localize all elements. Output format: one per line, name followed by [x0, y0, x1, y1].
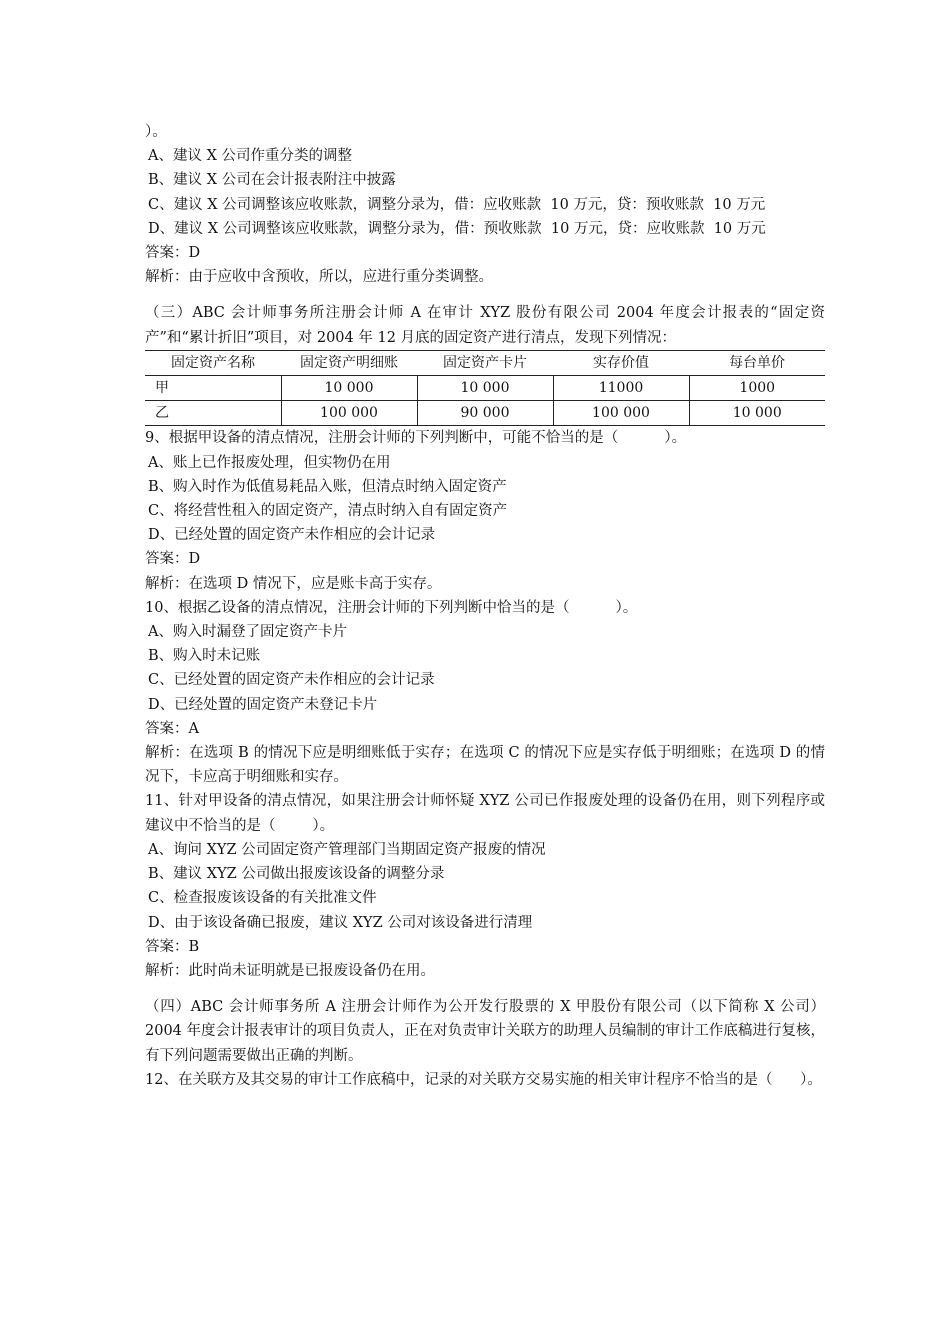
option-b: B、建议 XYZ 公司做出报废该设备的调整分录 — [148, 866, 445, 883]
table-header-row — [145, 350, 825, 375]
answer: 答案：B — [145, 938, 200, 955]
spacer — [145, 289, 825, 301]
question-9-stem: 9、根据甲设备的清点情况，注册会计师的下列判断中，可能不恰当的是（ ）。 — [145, 430, 687, 447]
table-cell: 10 000 — [689, 401, 825, 426]
table-header: 固定资产明细账 — [281, 350, 417, 375]
option-c: C、将经营性租入的固定资产，清点时纳入自有固定资产 — [148, 503, 508, 520]
table-header: 实存价值 — [553, 350, 689, 375]
table-row — [145, 376, 825, 401]
table-cell: 乙 — [145, 401, 281, 426]
answer: 答案：A — [145, 720, 199, 737]
document-page — [145, 120, 825, 1092]
option-b: B、建议 X 公司在会计报表附注中披露 — [148, 172, 396, 189]
table-cell: 10 000 — [281, 376, 417, 401]
option-a: A、购入时漏登了固定资产卡片 — [148, 624, 347, 641]
option-a: A、询问 XYZ 公司固定资产管理部门当期固定资产报废的情况 — [148, 841, 546, 858]
option-a: A、建议 X 公司作重分类的调整 — [148, 148, 353, 165]
option-c: C、已经处置的固定资产未作相应的会计记录 — [148, 672, 435, 689]
question-12-stem: 12、在关联方及其交易的审计工作底稿中，记录的对关联方交易实施的相关审计程序不恰当的是（ ）。 — [145, 1071, 822, 1088]
question-11-stem: 11、针对甲设备的清点情况，如果注册会计师怀疑 XYZ 公司已作报废处理的设备仍在用，则下列程序或建议中不恰当的是（ ）。 — [145, 793, 825, 834]
analysis: 解析：由于应收中含预收，所以，应进行重分类调整。 — [145, 269, 493, 286]
table-row — [145, 401, 825, 426]
spacer — [145, 983, 825, 995]
section-3-intro: （三）ABC 会计师事务所注册会计师 A 在审计 XYZ 股份有限公司 2004 年度会计报表的“固定资产”和“累计折旧”项目，对 2004 年 12 月底的固定资产进行清点，发现下列情况： — [145, 305, 825, 346]
analysis: 解析：在选项 B 的情况下应是明细账低于实存；在选项 C 的情况下应是实存低于明细账；在选项 D 的情况下，卡应高于明细账和实存。 — [145, 745, 825, 786]
table-cell: 100 000 — [553, 401, 689, 426]
option-d: D、建议 X 公司调整该应收账款，调整分录为，借：预收账款 10 万元，贷：应收账款 10 万元 — [148, 220, 766, 237]
table-cell: 11000 — [553, 376, 689, 401]
analysis: 解析：此时尚未证明就是已报废设备仍在用。 — [145, 962, 435, 979]
question-10-stem: 10、根据乙设备的清点情况，注册会计师的下列判断中恰当的是（ ）。 — [145, 599, 638, 616]
option-d: D、已经处置的固定资产未作相应的会计记录 — [148, 527, 436, 544]
question-tail: ）。 — [145, 124, 167, 140]
table-cell: 90 000 — [417, 401, 553, 426]
table-header: 固定资产名称 — [145, 350, 281, 375]
table-header: 每台单价 — [689, 350, 825, 375]
table-cell: 100 000 — [281, 401, 417, 426]
fixed-assets-table — [145, 350, 825, 427]
option-d: D、已经处置的固定资产未登记卡片 — [148, 696, 378, 713]
table-cell: 1000 — [689, 376, 825, 401]
option-b: B、购入时未记账 — [148, 648, 261, 665]
option-c: C、检查报废该设备的有关批准文件 — [148, 890, 377, 907]
table-header: 固定资产卡片 — [417, 350, 553, 375]
option-d: D、由于该设备确已报废，建议 XYZ 公司对该设备进行清理 — [148, 914, 533, 931]
analysis: 解析：在选项 D 情况下，应是账卡高于实存。 — [145, 575, 442, 592]
table-cell: 甲 — [145, 376, 281, 401]
section-4-intro: （四）ABC 会计师事务所 A 注册会计师作为公开发行股票的 X 甲股份有限公司（以下简称 X 公司）2004 年度会计报表审计的项目负责人，正在对负责审计关联方的助理人员编制的审计工作底稿进行复核，有下列问题需要做出正确的判断。 — [145, 999, 825, 1064]
option-c: C、建议 X 公司调整该应收账款，调整分录为，借：应收账款 10 万元，贷：预收账款 10 万元 — [148, 196, 766, 213]
option-b: B、购入时作为低值易耗品入账，但清点时纳入固定资产 — [148, 478, 507, 495]
answer: 答案：D — [145, 551, 201, 568]
answer: 答案：D — [145, 245, 201, 262]
option-a: A、账上已作报废处理，但实物仍在用 — [148, 454, 391, 471]
table-cell: 10 000 — [417, 376, 553, 401]
